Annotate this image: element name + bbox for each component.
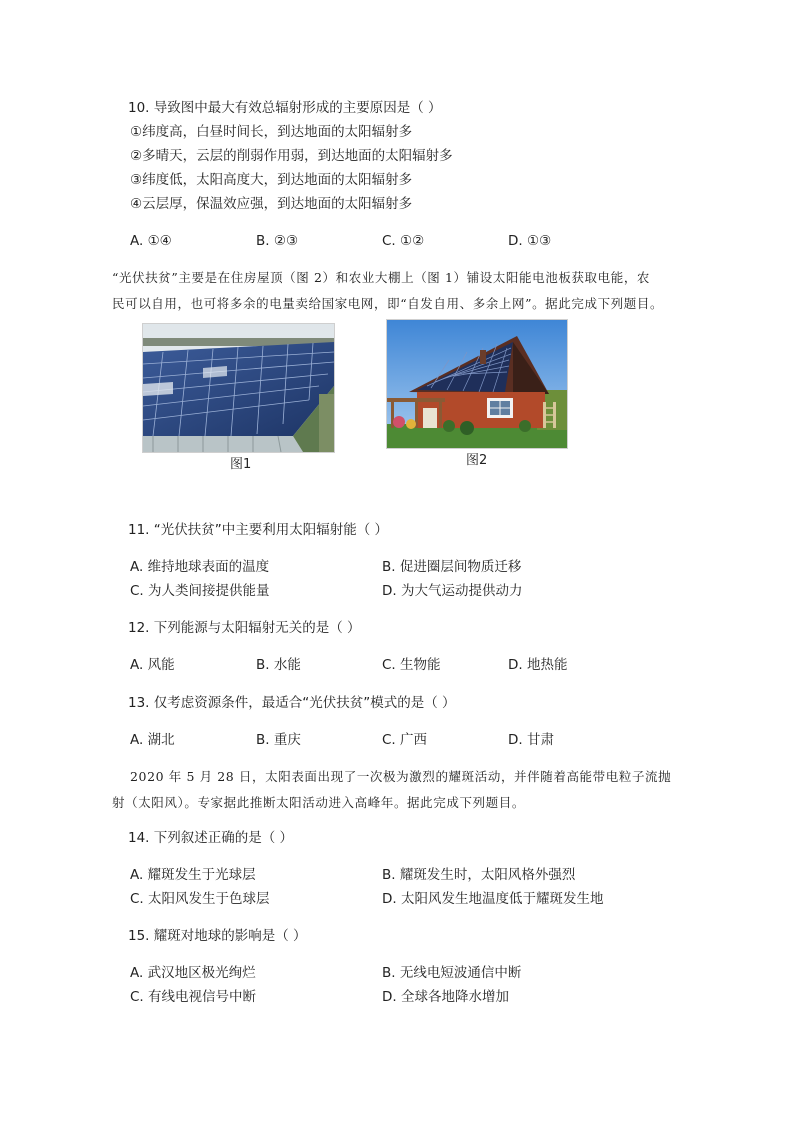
q15-stem: 15. 耀斑对地球的影响是（ ） xyxy=(128,928,307,944)
q10-item-2: ②多晴天，云层的削弱作用弱，到达地面的太阳辐射多 xyxy=(130,148,453,164)
intro-paragraph-1 xyxy=(112,265,702,317)
intro-2-line-2: 射（太阳风）。专家据此推断太阳活动进入高峰年。据此完成下列题目。 xyxy=(112,795,525,810)
q10-item-1: ①纬度高，白昼时间长，到达地面的太阳辐射多 xyxy=(130,124,413,140)
q10-item-3: ③纬度低，太阳高度大，到达地面的太阳辐射多 xyxy=(130,172,413,188)
q11-option-a: A. 维持地球表面的温度 xyxy=(130,559,270,575)
q15-option-a: A. 武汉地区极光绚烂 xyxy=(130,965,256,981)
q12-option-d: D. 地热能 xyxy=(508,657,568,673)
intro-1-line-1: “光伏扶贫”主要是在住房屋顶（图 2）和农业大棚上（图 1）铺设太阳能电池板获取电能，农 xyxy=(112,270,651,285)
q12-option-a: A. 风能 xyxy=(130,657,175,673)
q11-option-b: B. 促进圈层间物质迁移 xyxy=(382,559,522,575)
q11-option-c: C. 为人类间接提供能量 xyxy=(130,583,270,599)
q12-option-b: B. 水能 xyxy=(256,657,301,673)
q12-stem: 12. 下列能源与太阳辐射无关的是（ ） xyxy=(128,620,361,636)
q15-option-c: C. 有线电视信号中断 xyxy=(130,989,257,1005)
q14-option-b: B. 耀斑发生时，太阳风格外强烈 xyxy=(382,867,576,883)
intro-2-line-1: 2020 年 5 月 28 日，太阳表面出现了一次极为激烈的耀斑活动，并伴随着高能带电粒子流抛 xyxy=(130,769,672,784)
q14-stem: 14. 下列叙述正确的是（ ） xyxy=(128,830,294,846)
q13-option-c: C. 广西 xyxy=(382,732,428,748)
q10-stem: 10. 导致图中最大有效总辐射形成的主要原因是（ ） xyxy=(128,100,442,116)
q10-option-b: B. ②③ xyxy=(256,233,299,249)
q13-option-b: B. 重庆 xyxy=(256,732,301,748)
figure-1-caption: 图1 xyxy=(230,457,252,472)
figure-2-house-photo xyxy=(386,319,568,449)
q15-option-b: B. 无线电短波通信中断 xyxy=(382,965,522,981)
intro-paragraph-2 xyxy=(112,764,720,816)
q10-item-4: ④云层厚，保温效应强，到达地面的太阳辐射多 xyxy=(130,196,413,212)
q15-option-d: D. 全球各地降水增加 xyxy=(382,989,509,1005)
q10-option-d: D. ①③ xyxy=(508,233,552,249)
q14-option-a: A. 耀斑发生于光球层 xyxy=(130,867,256,883)
q10-option-c: C. ①② xyxy=(382,233,425,249)
intro-1-line-2: 民可以自用，也可将多余的电量卖给国家电网，即“自发自用、多余上网”。据此完成下列题目。 xyxy=(112,296,664,311)
figure-2-caption: 图2 xyxy=(466,453,488,468)
q11-stem: 11. “光伏扶贫”中主要利用太阳辐射能（ ） xyxy=(128,522,389,538)
q13-option-a: A. 湖北 xyxy=(130,732,175,748)
q13-option-d: D. 甘肃 xyxy=(508,732,554,748)
q13-stem: 13. 仅考虑资源条件，最适合“光伏扶贫”模式的是（ ） xyxy=(128,695,456,711)
q14-option-c: C. 太阳风发生于色球层 xyxy=(130,891,270,907)
figure-1-greenhouse-photo xyxy=(142,323,335,453)
q12-option-c: C. 生物能 xyxy=(382,657,441,673)
q10-option-a: A. ①④ xyxy=(130,233,172,249)
q14-option-d: D. 太阳风发生地温度低于耀斑发生地 xyxy=(382,891,604,907)
q11-option-d: D. 为大气运动提供动力 xyxy=(382,583,523,599)
